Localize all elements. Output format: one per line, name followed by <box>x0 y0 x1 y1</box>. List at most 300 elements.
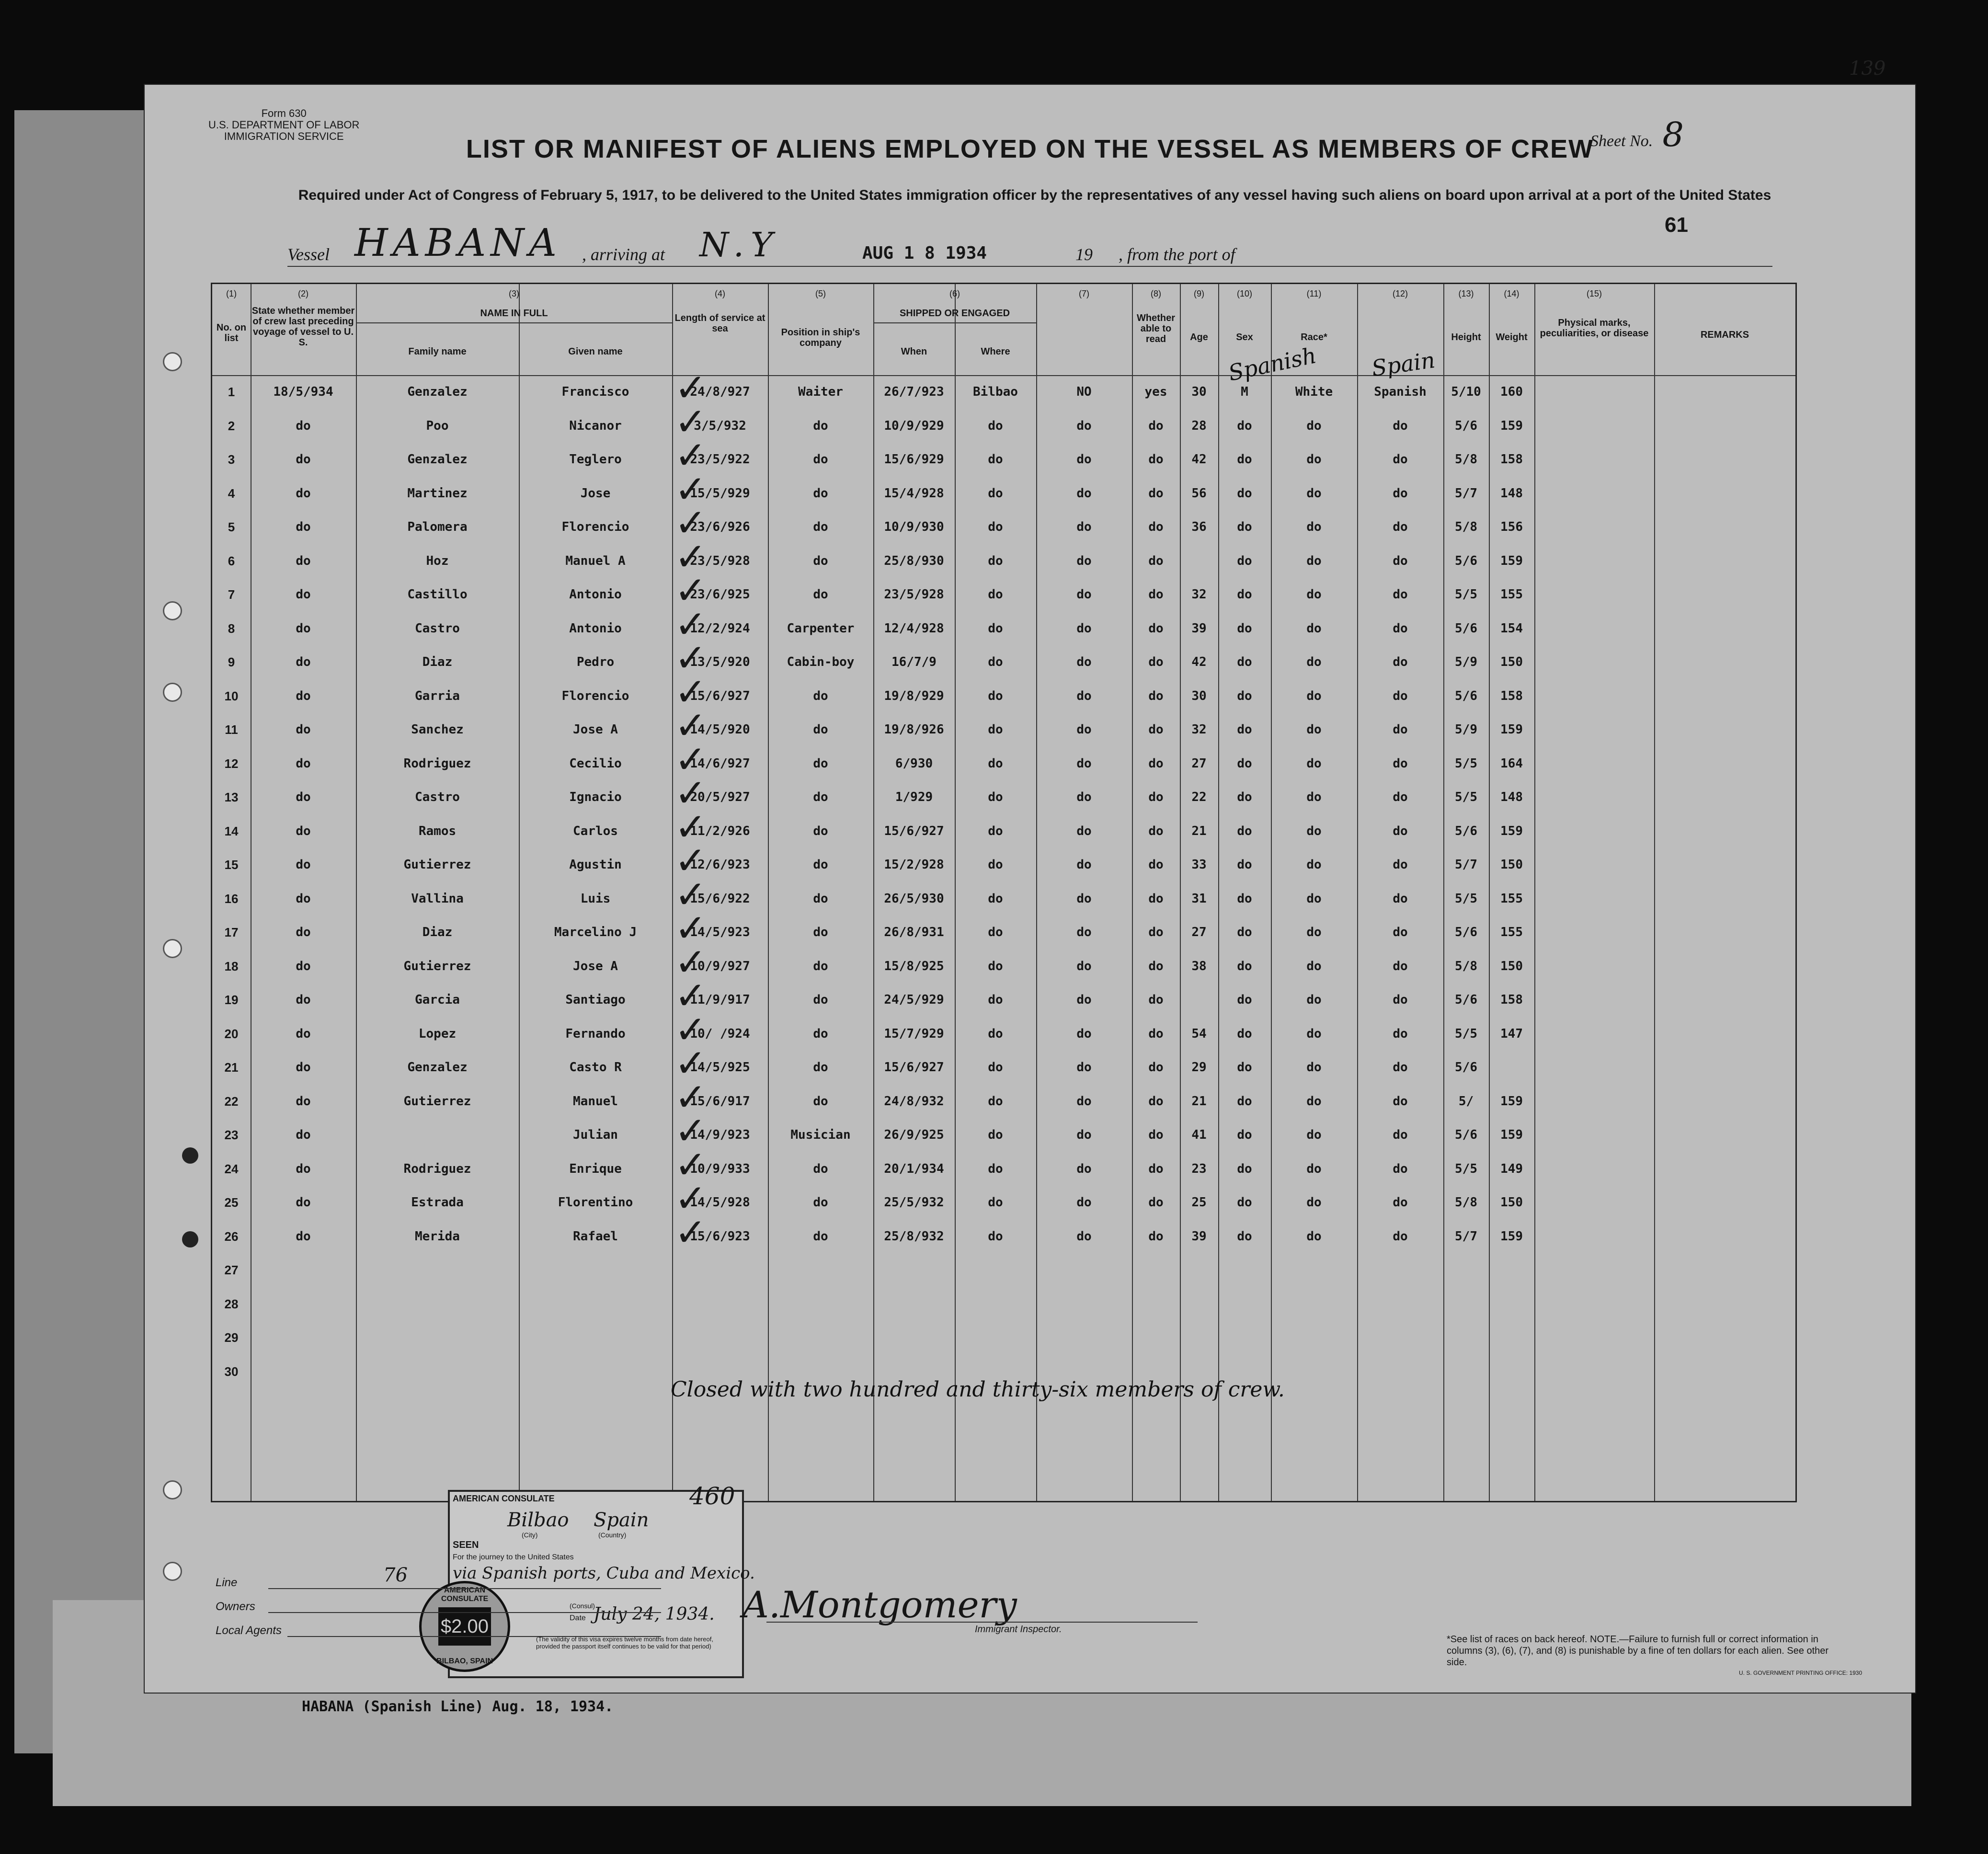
cell-state: do <box>296 1195 311 1210</box>
cell-state: do <box>296 688 311 703</box>
cell-given: Fernando <box>565 1026 626 1041</box>
cell-no: 5 <box>228 520 235 534</box>
cell-paid: do <box>1076 756 1092 771</box>
cell-paid: do <box>1076 1229 1092 1244</box>
cell-sex: do <box>1237 1161 1252 1176</box>
cell-family: Rodriguez <box>403 756 471 771</box>
cell-sex: do <box>1237 452 1252 467</box>
race-annotation: Spanish <box>1226 342 1319 386</box>
cell-weight: 164 <box>1500 756 1523 771</box>
cell-where: do <box>988 1195 1003 1210</box>
cell-given: Antonio <box>569 621 622 636</box>
cell-when: 15/4/928 <box>884 486 944 501</box>
column-number: (3) <box>509 289 519 298</box>
cell-age: 23 <box>1191 1161 1207 1176</box>
cell-race: do <box>1306 722 1322 737</box>
cell-given: Jose <box>580 486 611 501</box>
cell-race: do <box>1306 1026 1322 1041</box>
column-header-name: NAME IN FULL <box>480 308 548 319</box>
cell-age: 36 <box>1191 520 1207 534</box>
cell-age: 54 <box>1191 1026 1207 1041</box>
cell-length: 11/9/917 <box>690 993 750 1007</box>
cell-sex: do <box>1237 418 1252 433</box>
cell-state: do <box>296 993 311 1007</box>
cell-no: 10 <box>224 688 239 703</box>
length-check-mark: ✓ <box>674 703 707 748</box>
cell-nat: do <box>1393 688 1408 703</box>
cell-position: do <box>813 452 828 467</box>
cell-age: 28 <box>1191 418 1207 433</box>
cell-paid: do <box>1076 1094 1092 1109</box>
punch-hole <box>163 352 182 371</box>
cell-where: do <box>988 587 1003 602</box>
cell-when: 15/6/929 <box>884 452 944 467</box>
cell-family: Diaz <box>422 925 453 939</box>
cell-position: Musician <box>790 1128 851 1142</box>
cell-age: 29 <box>1191 1060 1207 1075</box>
column-number: (5) <box>815 289 826 298</box>
cell-given: Rafael <box>573 1229 618 1244</box>
cell-age: 25 <box>1191 1195 1207 1210</box>
cell-read: do <box>1148 824 1164 838</box>
punch-hole <box>163 683 182 702</box>
cell-no: 25 <box>224 1195 239 1210</box>
cell-read: do <box>1148 587 1164 602</box>
cell-given: Julian <box>573 1128 618 1142</box>
cell-position: do <box>813 858 828 872</box>
cell-paid: do <box>1076 1060 1092 1075</box>
cell-sex: do <box>1237 756 1252 771</box>
cell-nat: do <box>1393 621 1408 636</box>
cell-sex: do <box>1237 621 1252 636</box>
cell-family: Estrada <box>411 1195 464 1210</box>
cell-read: do <box>1148 993 1164 1007</box>
cell-height: 5/5 <box>1455 790 1477 804</box>
cell-when: 15/7/929 <box>884 1026 944 1041</box>
cell-weight: 155 <box>1500 587 1523 602</box>
cell-weight: 150 <box>1500 858 1523 872</box>
column-number: (6) <box>949 289 960 298</box>
cell-weight: 150 <box>1500 959 1523 973</box>
cell-read: do <box>1148 1060 1164 1075</box>
column-header-race: Race* <box>1301 332 1327 343</box>
cell-weight: 159 <box>1500 1128 1523 1142</box>
cell-no: 21 <box>224 1060 239 1075</box>
cell-when: 10/9/929 <box>884 418 944 433</box>
cell-sex: do <box>1237 1195 1252 1210</box>
cell-length: 24/8/927 <box>690 385 750 399</box>
cell-race: do <box>1306 1195 1322 1210</box>
fine-notice: *See list of races on back hereof. NOTE.—Failure to furnish full or correct information in columns (3), (6), (7), and (8) is punishable by a fine of ten dollars for each alien. See other side. <box>1447 1634 1829 1668</box>
owners-label: Owners <box>216 1600 255 1613</box>
cell-paid: do <box>1076 959 1092 973</box>
cell-state: do <box>296 1161 311 1176</box>
length-check-mark: ✓ <box>674 366 707 410</box>
cell-family: Hoz <box>426 553 449 568</box>
cell-state: do <box>296 621 311 636</box>
cell-family: Castillo <box>407 587 468 602</box>
cell-given: Nicanor <box>569 418 622 433</box>
cell-when: 26/8/931 <box>884 925 944 939</box>
cell-paid: do <box>1076 722 1092 737</box>
cell-sex: do <box>1237 824 1252 838</box>
cell-position: do <box>813 587 828 602</box>
cell-weight: 159 <box>1500 824 1523 838</box>
cell-no: 3 <box>228 452 235 467</box>
cell-position: Carpenter <box>787 621 855 636</box>
cell-state: do <box>296 790 311 804</box>
punch-hole <box>163 601 182 620</box>
cell-read: do <box>1148 891 1164 906</box>
page-title: LIST OR MANIFEST OF ALIENS EMPLOYED ON THE VESSEL AS MEMBERS OF CREW <box>466 135 1594 163</box>
cell-where: do <box>988 1229 1003 1244</box>
cell-family: Palomera <box>407 520 468 534</box>
cell-height: 5/ <box>1458 1094 1474 1109</box>
length-check-mark: ✓ <box>674 737 707 782</box>
print-office: U. S. GOVERNMENT PRINTING OFFICE: 1930 <box>1739 1670 1862 1676</box>
cell-length: 23/5/922 <box>690 452 750 467</box>
cell-age: 32 <box>1191 587 1207 602</box>
cell-weight: 150 <box>1500 655 1523 669</box>
cell-position: do <box>813 722 828 737</box>
cell-height: 5/6 <box>1455 418 1477 433</box>
cell-read: do <box>1148 1229 1164 1244</box>
cell-age: 27 <box>1191 925 1207 939</box>
cell-race: do <box>1306 790 1322 804</box>
cell-length: 11/2/926 <box>690 824 750 838</box>
cell-where: do <box>988 722 1003 737</box>
cell-nat: do <box>1393 418 1408 433</box>
cell-paid: do <box>1076 858 1092 872</box>
arrival-port: N.Y <box>699 225 780 264</box>
cell-when: 25/8/932 <box>884 1229 944 1244</box>
cell-state: do <box>296 1026 311 1041</box>
cell-paid: do <box>1076 587 1092 602</box>
cell-position: do <box>813 824 828 838</box>
cell-where: do <box>988 688 1003 703</box>
cell-race: do <box>1306 621 1322 636</box>
cell-length: 15/6/927 <box>690 688 750 703</box>
column-header-sex: Sex <box>1236 332 1253 343</box>
closing-note: Closed with two hundred and thirty-six members of crew. <box>671 1377 1285 1402</box>
cell-sex: do <box>1237 688 1252 703</box>
cell-where: do <box>988 1026 1003 1041</box>
cell-family: Genzalez <box>407 452 468 467</box>
cell-paid: NO <box>1076 385 1092 399</box>
length-check-mark: ✓ <box>674 838 707 883</box>
cell-where: do <box>988 452 1003 467</box>
cell-family: Merida <box>415 1229 460 1244</box>
cell-height: 5/6 <box>1455 993 1477 1007</box>
cell-height: 5/6 <box>1455 925 1477 939</box>
cell-family: Rodriguez <box>403 1161 471 1176</box>
cell-height: 5/9 <box>1455 655 1477 669</box>
punch-hole <box>163 939 182 958</box>
cell-state: do <box>296 959 311 973</box>
cell-weight: 159 <box>1500 418 1523 433</box>
length-check-mark: ✓ <box>674 771 707 815</box>
bottom-label: HABANA (Spanish Line) Aug. 18, 1934. <box>302 1698 614 1715</box>
cell-family: Genzalez <box>407 385 468 399</box>
cell-when: 15/6/927 <box>884 824 944 838</box>
length-check-mark: ✓ <box>674 906 707 950</box>
cell-state: do <box>296 418 311 433</box>
cell-paid: do <box>1076 621 1092 636</box>
cell-age: 21 <box>1191 824 1207 838</box>
cell-paid: do <box>1076 452 1092 467</box>
cell-read: do <box>1148 925 1164 939</box>
cell-no: 17 <box>224 925 239 939</box>
cell-given: Agustin <box>569 858 622 872</box>
cell-nat: do <box>1393 486 1408 501</box>
cell-height: 5/8 <box>1455 959 1477 973</box>
cell-height: 5/7 <box>1455 858 1477 872</box>
cell-read: do <box>1148 553 1164 568</box>
cell-paid: do <box>1076 553 1092 568</box>
cell-height: 5/8 <box>1455 1195 1477 1210</box>
cell-no: 8 <box>228 621 235 636</box>
column-number: (8) <box>1151 289 1161 298</box>
cell-height: 5/5 <box>1455 1026 1477 1041</box>
length-check-mark: ✓ <box>674 1109 707 1153</box>
cell-length: 14/5/920 <box>690 722 750 737</box>
cell-read: do <box>1148 1128 1164 1142</box>
cell-when: 24/5/929 <box>884 993 944 1007</box>
cell-weight: 158 <box>1500 452 1523 467</box>
cell-family: Martinez <box>407 486 468 501</box>
cell-race: do <box>1306 1060 1322 1075</box>
cell-no: 11 <box>225 722 238 737</box>
cell-sex: do <box>1237 520 1252 534</box>
cell-race: do <box>1306 418 1322 433</box>
cell-nat: do <box>1393 756 1408 771</box>
cell-position: do <box>813 891 828 906</box>
column-header-when: When <box>901 346 927 357</box>
cell-position: Cabin-boy <box>787 655 855 669</box>
cell-race: do <box>1306 587 1322 602</box>
cell-position: do <box>813 1161 828 1176</box>
length-check-mark: ✓ <box>674 433 707 478</box>
cell-nat: do <box>1393 824 1408 838</box>
cell-nat: do <box>1393 1060 1408 1075</box>
vessel-name: HABANA <box>354 220 561 265</box>
cell-sex: do <box>1237 1229 1252 1244</box>
cell-given: Antonio <box>569 587 622 602</box>
cell-state: do <box>296 452 311 467</box>
column-header-no: No. on list <box>216 322 247 343</box>
cell-nat: do <box>1393 1026 1408 1041</box>
cell-weight: 159 <box>1500 553 1523 568</box>
column-header-given: Given name <box>568 346 623 357</box>
header-rule <box>212 375 1795 376</box>
cell-paid: do <box>1076 824 1092 838</box>
cell-read: yes <box>1144 385 1167 399</box>
cell-state: do <box>296 655 311 669</box>
cell-age: 22 <box>1191 790 1207 804</box>
column-number: (10) <box>1236 289 1252 298</box>
cell-paid: do <box>1076 891 1092 906</box>
cell-sex: do <box>1237 1060 1252 1075</box>
cell-read: do <box>1148 1195 1164 1210</box>
cell-no: 19 <box>224 993 239 1007</box>
cell-family: Gutierrez <box>403 959 471 973</box>
cell-read: do <box>1148 621 1164 636</box>
cell-height: 5/5 <box>1455 756 1477 771</box>
cell-height: 5/7 <box>1455 1229 1477 1244</box>
cell-where: do <box>988 925 1003 939</box>
cell-when: 20/1/934 <box>884 1161 944 1176</box>
cell-when: 25/8/930 <box>884 553 944 568</box>
column-header-family: Family name <box>408 346 467 357</box>
column-header-state: State whether member of crew last preceding voyage of vessel to U. S. <box>251 306 355 348</box>
cell-nat: do <box>1393 520 1408 534</box>
length-check-mark: ✓ <box>674 467 707 512</box>
cell-weight: 154 <box>1500 621 1523 636</box>
cell-family: Genzalez <box>407 1060 468 1075</box>
cell-race: do <box>1306 1094 1322 1109</box>
cell-age: 39 <box>1191 621 1207 636</box>
cell-sex: do <box>1237 486 1252 501</box>
cell-family: Gutierrez <box>403 1094 471 1109</box>
line-value: 76 <box>383 1564 408 1586</box>
cell-age: 30 <box>1191 385 1207 399</box>
cell-no: 26 <box>224 1229 239 1244</box>
cell-family: Diaz <box>422 655 453 669</box>
cell-position: do <box>813 756 828 771</box>
cell-nat: do <box>1393 790 1408 804</box>
row-number: 30 <box>224 1364 239 1379</box>
length-check-mark: ✓ <box>674 1007 707 1052</box>
cell-where: do <box>988 756 1003 771</box>
cell-position: do <box>813 486 828 501</box>
cell-no: 9 <box>228 655 235 669</box>
cell-where: do <box>988 621 1003 636</box>
cell-position: do <box>813 790 828 804</box>
cell-paid: do <box>1076 486 1092 501</box>
cell-age: 30 <box>1191 688 1207 703</box>
cell-state: do <box>296 1094 311 1109</box>
cell-given: Jose A <box>573 722 618 737</box>
cell-read: do <box>1148 486 1164 501</box>
cell-race: do <box>1306 655 1322 669</box>
cell-when: 6/930 <box>895 756 933 771</box>
length-check-mark: ✓ <box>674 804 707 849</box>
cell-when: 12/4/928 <box>884 621 944 636</box>
cell-family: Gutierrez <box>403 858 471 872</box>
cell-height: 5/8 <box>1455 520 1477 534</box>
length-check-mark: ✓ <box>674 602 707 647</box>
cell-no: 18 <box>224 959 239 973</box>
form-header: Form 630 U.S. DEPARTMENT OF LABOR IMMIGRATION SERVICE <box>208 107 360 142</box>
line-label: Line <box>216 1576 238 1589</box>
cell-height: 5/6 <box>1455 1128 1477 1142</box>
cell-length: 14/6/927 <box>690 756 750 771</box>
punch-hole <box>163 1562 182 1581</box>
cell-sex: do <box>1237 587 1252 602</box>
column-number: (9) <box>1194 289 1204 298</box>
cell-given: Manuel <box>573 1094 618 1109</box>
cell-race: do <box>1306 486 1322 501</box>
cell-age: 56 <box>1191 486 1207 501</box>
cell-no: 7 <box>228 587 235 602</box>
cell-age: 32 <box>1191 722 1207 737</box>
cell-sex: do <box>1237 790 1252 804</box>
cell-given: Manuel A <box>565 553 626 568</box>
cell-length: 15/5/929 <box>690 486 750 501</box>
cell-nat: do <box>1393 925 1408 939</box>
cell-height: 5/8 <box>1455 452 1477 467</box>
cell-when: 15/6/927 <box>884 1060 944 1075</box>
cell-given: Florencio <box>561 688 629 703</box>
cell-no: 1 <box>228 385 235 399</box>
cell-weight: 147 <box>1500 1026 1523 1041</box>
cell-family: Sanchez <box>411 722 464 737</box>
length-check-mark: ✓ <box>674 1142 707 1187</box>
cell-no: 23 <box>224 1128 239 1142</box>
cell-read: do <box>1148 418 1164 433</box>
cell-position: Waiter <box>798 385 843 399</box>
cell-paid: do <box>1076 655 1092 669</box>
length-check-mark: ✓ <box>674 534 707 579</box>
cell-age: 42 <box>1191 655 1207 669</box>
row-number: 29 <box>224 1330 239 1345</box>
cell-position: do <box>813 418 828 433</box>
cell-where: do <box>988 824 1003 838</box>
cell-position: do <box>813 1094 828 1109</box>
cell-given: Jose A <box>573 959 618 973</box>
cell-state: do <box>296 1060 311 1075</box>
cell-length: 12/6/923 <box>690 858 750 872</box>
cell-nat: Spanish <box>1374 385 1427 399</box>
cell-read: do <box>1148 790 1164 804</box>
cell-family: Ramos <box>418 824 457 838</box>
cell-weight: 160 <box>1500 385 1523 399</box>
cell-weight: 159 <box>1500 1094 1523 1109</box>
cell-position: do <box>813 1026 828 1041</box>
local-agents-label: Local Agents <box>216 1624 282 1637</box>
cell-race: do <box>1306 1128 1322 1142</box>
cell-no: 22 <box>224 1094 239 1109</box>
cell-paid: do <box>1076 1195 1092 1210</box>
cell-given: Santiago <box>565 993 626 1007</box>
consular-seal: AMERICAN CONSULATE $2.00 BILBAO, SPAIN <box>419 1581 510 1672</box>
cell-sex: do <box>1237 993 1252 1007</box>
cell-given: Ignacio <box>569 790 622 804</box>
cell-position: do <box>813 1060 828 1075</box>
cell-sex: do <box>1237 1094 1252 1109</box>
cell-paid: do <box>1076 790 1092 804</box>
cell-where: do <box>988 1128 1003 1142</box>
cell-when: 19/8/929 <box>884 688 944 703</box>
cell-length: 23/6/926 <box>690 520 750 534</box>
cell-no: 6 <box>228 553 235 568</box>
cell-weight: 149 <box>1500 1161 1523 1176</box>
cell-nat: do <box>1393 1094 1408 1109</box>
cell-sex: do <box>1237 655 1252 669</box>
cell-family: Lopez <box>418 1026 457 1041</box>
length-check-mark: ✓ <box>674 872 707 917</box>
cell-given: Marcelino J <box>554 925 637 939</box>
cell-race: do <box>1306 688 1322 703</box>
column-number: (14) <box>1504 289 1520 298</box>
cell-sex: do <box>1237 553 1252 568</box>
cell-length: 12/2/924 <box>690 621 750 636</box>
column-header-remarks: REMARKS <box>1700 330 1749 340</box>
cell-height: 5/10 <box>1451 385 1481 399</box>
cell-age: 31 <box>1191 891 1207 906</box>
cell-weight: 148 <box>1500 486 1523 501</box>
cell-length: 20/5/927 <box>690 790 750 804</box>
